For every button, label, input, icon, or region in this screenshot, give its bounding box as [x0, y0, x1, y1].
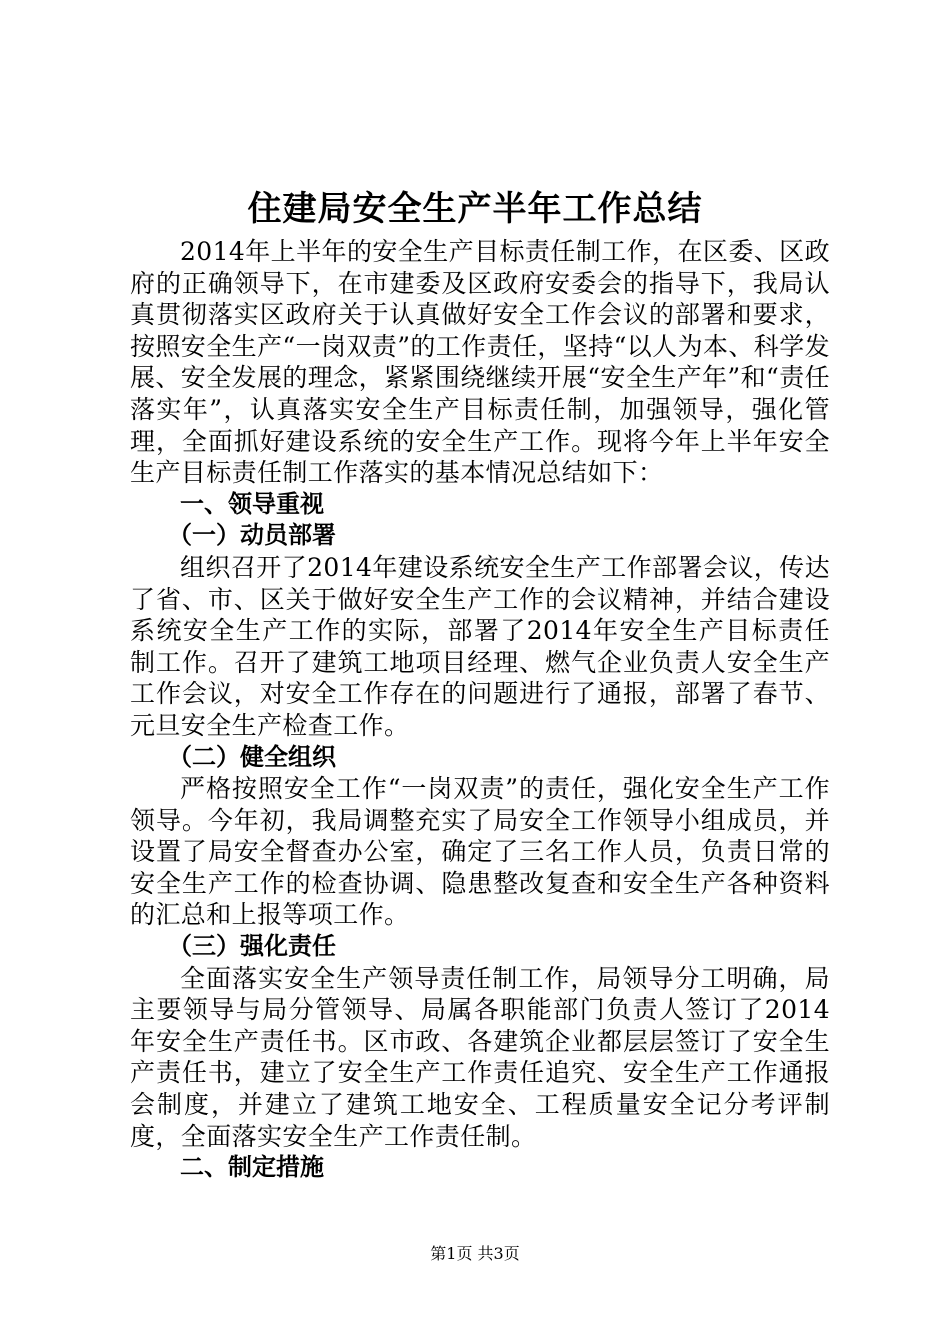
section-heading-leadership: 一、领导重视 [180, 489, 324, 518]
mobilization-paragraph: 组织召开了2014年建设系统安全生产工作部署会议，传达了省、市、区关于做好安全生产工作的会议精神，并结合建设系统安全生产工作的实际，部署了2014年安全生产目标责任制工作。召开了建筑工地项目经理、燃气企业负责人安全生产工作会议，对安全工作存在的问题进行了通报，部署了春节、元旦安全生产检查工作。 [130, 552, 830, 740]
document-title: 住建局安全生产半年工作总结 [247, 189, 703, 229]
subsection-heading-mobilization: （一）动员部署 [168, 521, 336, 550]
responsibility-paragraph: 全面落实安全生产领导责任制工作，局领导分工明确，局主要领导与局分管领导、局属各职能部门负责人签订了2014年安全生产责任书。区市政、各建筑企业都层层签订了安全生产责任书，建立了安全生产工作责任追究、安全生产工作通报会制度，并建立了建筑工地安全、工程质量安全记分考评制度，全面落实安全生产工作责任制。 [130, 963, 830, 1151]
section-heading-measures: 二、制定措施 [180, 1153, 324, 1182]
document-body [130, 236, 830, 1184]
subsection-heading-responsibility: （三）强化责任 [168, 932, 336, 961]
page-number-footer: 第1页 共3页 [430, 1244, 520, 1263]
organization-paragraph: 严格按照安全工作“一岗双责”的责任，强化安全生产工作领导。今年初，我局调整充实了局安全工作领导小组成员，并设置了局安全督查办公室，确定了三名工作人员，负责日常的安全生产工作的检查协调、隐患整改复查和安全生产各种资料的汇总和上报等项工作。 [130, 774, 830, 930]
intro-paragraph: 2014年上半年的安全生产目标责任制工作，在区委、区政府的正确领导下，在市建委及区政府安委会的指导下，我局认真贯彻落实区政府关于认真做好安全工作会议的部署和要求，按照安全生产“一岗双责”的工作责任，坚持“以人为本、科学发展、安全发展的理念，紧紧围绕继续开展“安全生产年”和“责任落实年”，认真落实安全生产目标责任制，加强领导，强化管理，全面抓好建设系统的安全生产工作。现将今年上半年安全生产目标责任制工作落实的基本情况总结如下： [130, 237, 830, 488]
subsection-heading-organization: （二）健全组织 [168, 742, 336, 771]
